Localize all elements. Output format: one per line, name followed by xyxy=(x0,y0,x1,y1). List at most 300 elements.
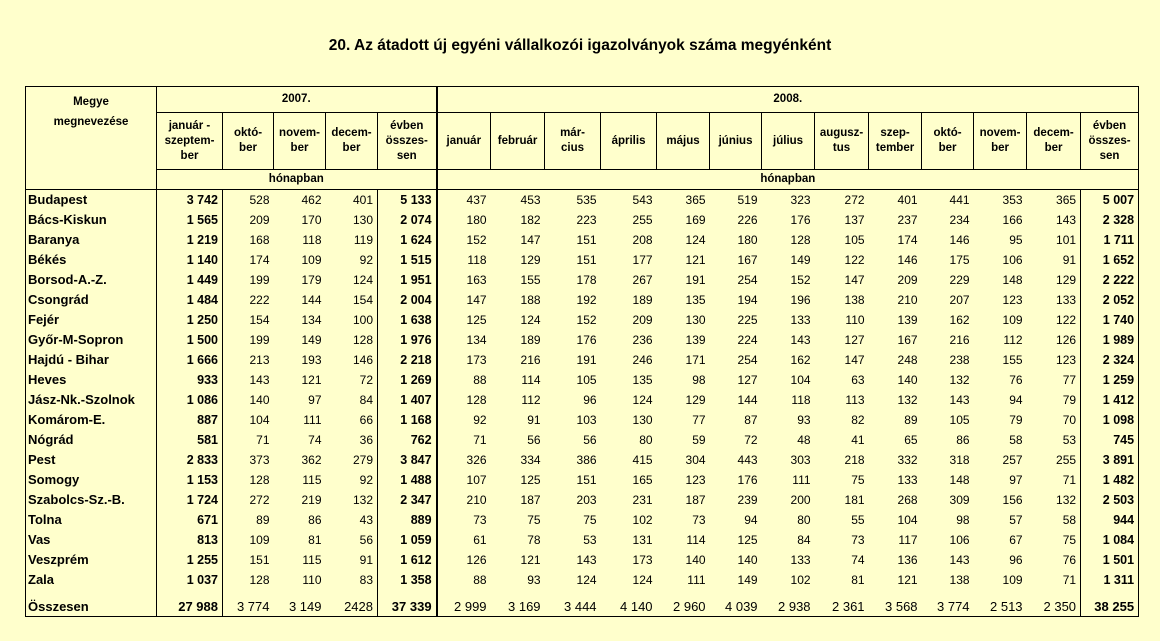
cell-value: 332 xyxy=(897,453,918,467)
cell-value: 1 652 xyxy=(1081,250,1139,270)
cell-value: 87 xyxy=(744,413,758,427)
cell-value: 148 xyxy=(949,473,970,487)
total-label: Összesen xyxy=(26,590,157,617)
cell-value: 143 xyxy=(576,553,597,567)
cell-value: 1 989 xyxy=(1081,330,1139,350)
cell-value: 151 xyxy=(576,233,597,247)
cell-value: 180 xyxy=(437,210,491,230)
cell-value: 1 037 xyxy=(157,570,223,590)
table-row xyxy=(26,250,1139,270)
cell-value: 83 xyxy=(326,570,378,590)
month-header-line: június xyxy=(718,134,753,147)
cell-value: 126 xyxy=(1027,330,1081,350)
cell-value: 80 xyxy=(639,433,653,447)
cell-value: 76 xyxy=(1027,550,1081,570)
cell-value: 401 xyxy=(326,190,378,211)
cell-value: 2 328 xyxy=(1081,210,1139,230)
cell-value: 2 503 xyxy=(1081,490,1139,510)
cell-value: 238 xyxy=(949,353,970,367)
cell-value: 225 xyxy=(737,313,758,327)
cell-value: 174 xyxy=(897,233,918,247)
cell-value: 91 xyxy=(527,413,541,427)
cell-value: 2 222 xyxy=(1081,270,1139,290)
cell-value: 162 xyxy=(949,313,970,327)
cell-value: 74 xyxy=(308,433,322,447)
cell-value: 73 xyxy=(851,533,865,547)
cell-value: 3 847 xyxy=(378,450,437,470)
cell-value: 1 500 xyxy=(157,330,223,350)
cell-value: 56 xyxy=(583,433,597,447)
month-header-2008-5 xyxy=(710,113,762,170)
cell-value: 124 xyxy=(632,573,653,587)
cell-value: 401 xyxy=(897,193,918,207)
cell-value: 61 xyxy=(437,530,491,550)
month-header-2007-4 xyxy=(378,113,437,170)
cell-value: 437 xyxy=(437,190,491,211)
cell-value: 147 xyxy=(844,353,865,367)
month-header-line: január - xyxy=(168,119,211,132)
cell-value: 2 324 xyxy=(1081,350,1139,370)
cell-value: 1 976 xyxy=(378,330,437,350)
cell-value: 92 xyxy=(437,410,491,430)
cell-value: 2 218 xyxy=(378,350,437,370)
table-row xyxy=(26,490,1139,510)
cell-value: 318 xyxy=(949,453,970,467)
month-header-line: összes- xyxy=(385,134,428,147)
cell-value: 257 xyxy=(1002,453,1023,467)
month-header-line: évben xyxy=(390,119,424,132)
cell-value: 95 xyxy=(1009,233,1023,247)
county-name: Bács-Kiskun xyxy=(26,210,157,230)
cell-value: 119 xyxy=(326,230,378,250)
cell-value: 1 515 xyxy=(378,250,437,270)
cell-value: 59 xyxy=(692,433,706,447)
cell-value: 133 xyxy=(897,473,918,487)
cell-value: 98 xyxy=(956,513,970,527)
cell-value: 124 xyxy=(632,393,653,407)
month-header-line: május xyxy=(666,134,700,147)
cell-value: 543 xyxy=(632,193,653,207)
month-header-line: ber xyxy=(290,142,309,154)
cell-value: 187 xyxy=(520,493,541,507)
cell-value: 143 xyxy=(949,393,970,407)
cell-value: 109 xyxy=(301,253,322,267)
cell-value: 149 xyxy=(301,333,322,347)
cell-value: 130 xyxy=(326,210,378,230)
cell-value: 75 xyxy=(583,513,597,527)
cell-value: 1 140 xyxy=(157,250,223,270)
cell-value: 248 xyxy=(897,353,918,367)
cell-value: 124 xyxy=(576,573,597,587)
month-header-line: ber xyxy=(938,142,957,154)
month-header-2008-8 xyxy=(869,113,922,170)
cell-value: 187 xyxy=(685,493,706,507)
month-header-2008-3 xyxy=(601,113,657,170)
month-header-2008-2 xyxy=(545,113,601,170)
cell-value: 3 568 xyxy=(869,590,922,617)
cell-value: 762 xyxy=(378,430,437,450)
cell-value: 191 xyxy=(685,273,706,287)
cell-value: 125 xyxy=(520,473,541,487)
cell-value: 2 833 xyxy=(157,450,223,470)
cell-value: 75 xyxy=(851,473,865,487)
cell-value: 102 xyxy=(632,513,653,527)
cell-value: 56 xyxy=(527,433,541,447)
month-header-2007-1 xyxy=(223,113,274,170)
month-header-line: novem- xyxy=(979,127,1021,139)
cell-value: 207 xyxy=(949,293,970,307)
cell-value: 2428 xyxy=(326,590,378,617)
cell-value: 239 xyxy=(737,493,758,507)
month-header-2008-0 xyxy=(437,113,491,170)
cell-value: 268 xyxy=(897,493,918,507)
cell-value: 149 xyxy=(737,573,758,587)
table-row xyxy=(26,470,1139,490)
cell-value: 365 xyxy=(1027,190,1081,211)
table-row xyxy=(26,510,1139,530)
cell-value: 386 xyxy=(576,453,597,467)
cell-value: 149 xyxy=(790,253,811,267)
cell-value: 115 xyxy=(302,473,322,487)
cell-value: 2 004 xyxy=(378,290,437,310)
table-row xyxy=(26,210,1139,230)
cell-value: 107 xyxy=(437,470,491,490)
month-header-line: augusz- xyxy=(819,127,864,139)
total-row xyxy=(26,590,1139,617)
cell-value: 103 xyxy=(576,413,597,427)
county-name: Győr-M-Sopron xyxy=(26,330,157,350)
cell-value: 1 666 xyxy=(157,350,223,370)
cell-value: 117 xyxy=(898,533,918,547)
cell-value: 140 xyxy=(737,553,758,567)
cell-value: 196 xyxy=(790,293,811,307)
cell-value: 2 350 xyxy=(1027,590,1081,617)
cell-value: 1 250 xyxy=(157,310,223,330)
cell-value: 163 xyxy=(437,270,491,290)
table-row xyxy=(26,370,1139,390)
cell-value: 671 xyxy=(157,510,223,530)
cell-value: 272 xyxy=(844,193,865,207)
cell-value: 1 449 xyxy=(157,270,223,290)
cell-value: 1 098 xyxy=(1081,410,1139,430)
cell-value: 92 xyxy=(326,250,378,270)
cell-value: 226 xyxy=(737,213,758,227)
cell-value: 309 xyxy=(949,493,970,507)
cell-value: 37 339 xyxy=(378,590,437,617)
cell-value: 105 xyxy=(576,373,597,387)
cell-value: 81 xyxy=(308,533,322,547)
cell-value: 181 xyxy=(844,493,865,507)
cell-value: 1 724 xyxy=(157,490,223,510)
cell-value: 176 xyxy=(790,213,811,227)
cell-value: 5 007 xyxy=(1081,190,1139,211)
cell-value: 218 xyxy=(844,453,865,467)
cell-value: 77 xyxy=(692,413,706,427)
cell-value: 78 xyxy=(527,533,541,547)
cell-value: 109 xyxy=(1002,573,1023,587)
cell-value: 104 xyxy=(249,413,270,427)
cell-value: 71 xyxy=(256,433,270,447)
cell-value: 128 xyxy=(249,473,270,487)
cell-value: 151 xyxy=(576,253,597,267)
cell-value: 182 xyxy=(520,213,541,227)
month-header-line: sen xyxy=(1099,149,1120,162)
table-row xyxy=(26,230,1139,250)
cell-value: 121 xyxy=(301,373,322,387)
cell-value: 167 xyxy=(897,333,918,347)
cell-value: 156 xyxy=(1002,493,1023,507)
cell-value: 144 xyxy=(737,393,758,407)
cell-value: 125 xyxy=(737,533,758,547)
cell-value: 112 xyxy=(521,393,541,407)
cell-value: 1 084 xyxy=(1081,530,1139,550)
cell-value: 124 xyxy=(326,270,378,290)
cell-value: 210 xyxy=(437,490,491,510)
cell-value: 127 xyxy=(737,373,758,387)
month-header-2008-9 xyxy=(922,113,974,170)
cell-value: 199 xyxy=(249,273,270,287)
cell-value: 123 xyxy=(1002,293,1023,307)
cell-value: 139 xyxy=(897,313,918,327)
cell-value: 136 xyxy=(897,553,918,567)
county-name: Borsod-A.-Z. xyxy=(26,270,157,290)
cell-value: 132 xyxy=(326,490,378,510)
month-header-line: ber xyxy=(239,142,257,154)
cell-value: 140 xyxy=(249,393,270,407)
cell-value: 246 xyxy=(632,353,653,367)
cell-value: 76 xyxy=(1009,373,1023,387)
cell-value: 112 xyxy=(1003,333,1023,347)
unit-2007: hónapban xyxy=(157,170,437,190)
cell-value: 1 488 xyxy=(378,470,437,490)
cell-value: 118 xyxy=(437,250,491,270)
cell-value: 229 xyxy=(949,273,970,287)
county-name: Somogy xyxy=(26,470,157,490)
cell-value: 122 xyxy=(844,253,865,267)
cell-value: 123 xyxy=(1027,350,1081,370)
cell-value: 155 xyxy=(520,273,541,287)
cell-value: 143 xyxy=(949,553,970,567)
cell-value: 177 xyxy=(632,253,653,267)
cell-value: 89 xyxy=(256,513,270,527)
cell-value: 147 xyxy=(437,290,491,310)
cell-value: 175 xyxy=(949,253,970,267)
cell-value: 453 xyxy=(520,193,541,207)
table-row xyxy=(26,310,1139,330)
cell-value: 194 xyxy=(737,293,758,307)
cell-value: 124 xyxy=(685,233,706,247)
cell-value: 128 xyxy=(437,390,491,410)
cell-value: 134 xyxy=(301,313,322,327)
cell-value: 152 xyxy=(576,313,597,327)
cell-value: 2 513 xyxy=(974,590,1027,617)
cell-value: 121 xyxy=(685,253,706,267)
cell-value: 67 xyxy=(1009,533,1023,547)
month-header-2007-3 xyxy=(326,113,378,170)
cell-value: 178 xyxy=(576,273,597,287)
month-header-line: szep- xyxy=(880,127,910,139)
cell-value: 166 xyxy=(1002,213,1023,227)
cell-value: 1 168 xyxy=(378,410,437,430)
cell-value: 2 999 xyxy=(437,590,491,617)
cell-value: 128 xyxy=(249,573,270,587)
cell-value: 66 xyxy=(326,410,378,430)
cell-value: 3 169 xyxy=(491,590,545,617)
cell-value: 53 xyxy=(1027,430,1081,450)
county-name: Vas xyxy=(26,530,157,550)
cell-value: 125 xyxy=(437,310,491,330)
cell-value: 213 xyxy=(249,353,270,367)
cell-value: 121 xyxy=(520,553,541,567)
cell-value: 137 xyxy=(844,213,865,227)
month-header-line: január xyxy=(446,134,482,147)
cell-value: 441 xyxy=(949,193,970,207)
cell-value: 73 xyxy=(437,510,491,530)
cell-value: 94 xyxy=(1009,393,1023,407)
month-header-2008-1 xyxy=(491,113,545,170)
cell-value: 1 951 xyxy=(378,270,437,290)
cell-value: 97 xyxy=(308,393,322,407)
cell-value: 200 xyxy=(790,493,811,507)
table-row xyxy=(26,350,1139,370)
cell-value: 889 xyxy=(378,510,437,530)
cell-value: 1 059 xyxy=(378,530,437,550)
month-header-2008-10 xyxy=(974,113,1027,170)
table-row xyxy=(26,570,1139,590)
cell-value: 75 xyxy=(527,513,541,527)
cell-value: 255 xyxy=(632,213,653,227)
cell-value: 129 xyxy=(520,253,541,267)
cell-value: 132 xyxy=(1027,490,1081,510)
cell-value: 2 361 xyxy=(815,590,869,617)
cell-value: 1 153 xyxy=(157,470,223,490)
cell-value: 111 xyxy=(687,573,706,587)
unit-2008: hónapban xyxy=(437,170,1139,190)
year-2007-header: 2007. xyxy=(157,87,437,113)
cell-value: 581 xyxy=(157,430,223,450)
cell-value: 88 xyxy=(437,370,491,390)
cell-value: 415 xyxy=(632,453,653,467)
cell-value: 106 xyxy=(949,533,970,547)
month-header-line: sen xyxy=(396,149,417,162)
cell-value: 139 xyxy=(685,333,706,347)
cell-value: 100 xyxy=(326,310,378,330)
cell-value: 114 xyxy=(521,373,541,387)
cell-value: 3 742 xyxy=(157,190,223,211)
county-name: Budapest xyxy=(26,190,157,211)
cell-value: 140 xyxy=(685,553,706,567)
cell-value: 146 xyxy=(326,350,378,370)
month-header-line: szeptem- xyxy=(164,134,215,147)
cell-value: 2 347 xyxy=(378,490,437,510)
county-name: Jász-Nk.-Szolnok xyxy=(26,390,157,410)
cell-value: 138 xyxy=(949,573,970,587)
table-row xyxy=(26,430,1139,450)
county-name: Békés xyxy=(26,250,157,270)
table-row xyxy=(26,330,1139,350)
county-name: Fejér xyxy=(26,310,157,330)
month-header-line: ber xyxy=(180,149,199,162)
cell-value: 84 xyxy=(797,533,811,547)
month-header-line: decem- xyxy=(1033,127,1074,139)
cell-value: 224 xyxy=(737,333,758,347)
cell-value: 133 xyxy=(790,553,811,567)
cell-value: 128 xyxy=(790,233,811,247)
cell-value: 813 xyxy=(157,530,223,550)
cell-value: 82 xyxy=(851,413,865,427)
cell-value: 1 711 xyxy=(1081,230,1139,250)
county-name: Tolna xyxy=(26,510,157,530)
cell-value: 189 xyxy=(632,293,653,307)
cell-value: 231 xyxy=(632,493,653,507)
cell-value: 58 xyxy=(1027,510,1081,530)
cell-value: 208 xyxy=(632,233,653,247)
cell-value: 115 xyxy=(302,553,322,567)
cell-value: 1 255 xyxy=(157,550,223,570)
cell-value: 147 xyxy=(520,233,541,247)
cell-value: 80 xyxy=(797,513,811,527)
cell-value: 1 638 xyxy=(378,310,437,330)
cell-value: 192 xyxy=(576,293,597,307)
cell-value: 304 xyxy=(685,453,706,467)
cell-value: 106 xyxy=(1002,253,1023,267)
cell-value: 130 xyxy=(632,413,653,427)
cell-value: 93 xyxy=(797,413,811,427)
cell-value: 1 219 xyxy=(157,230,223,250)
cell-value: 1 269 xyxy=(378,370,437,390)
cell-value: 55 xyxy=(851,513,865,527)
cell-value: 362 xyxy=(301,453,322,467)
cell-value: 105 xyxy=(844,233,865,247)
cell-value: 3 774 xyxy=(223,590,274,617)
cell-value: 133 xyxy=(790,313,811,327)
cell-value: 210 xyxy=(897,293,918,307)
month-header-line: tus xyxy=(832,142,851,154)
cell-value: 944 xyxy=(1081,510,1139,530)
table-row xyxy=(26,270,1139,290)
cell-value: 98 xyxy=(692,373,706,387)
cell-value: 63 xyxy=(851,373,865,387)
month-header-line: február xyxy=(497,134,538,147)
month-header-2008-12 xyxy=(1081,113,1139,170)
month-header-line: októ- xyxy=(233,127,263,139)
cell-value: 96 xyxy=(1009,553,1023,567)
cell-value: 104 xyxy=(897,513,918,527)
data-table xyxy=(25,86,1139,617)
cell-value: 3 891 xyxy=(1081,450,1139,470)
cell-value: 216 xyxy=(520,353,541,367)
cell-value: 2 960 xyxy=(657,590,710,617)
month-header-2008-4 xyxy=(657,113,710,170)
cell-value: 193 xyxy=(301,353,322,367)
cell-value: 933 xyxy=(157,370,223,390)
cell-value: 222 xyxy=(249,293,270,307)
cell-value: 41 xyxy=(851,433,865,447)
cell-value: 143 xyxy=(1027,210,1081,230)
cell-value: 152 xyxy=(437,230,491,250)
county-name: Csongrád xyxy=(26,290,157,310)
cell-value: 4 039 xyxy=(710,590,762,617)
cell-value: 173 xyxy=(632,553,653,567)
megye-header-line1: Megye xyxy=(73,96,109,108)
cell-value: 75 xyxy=(1027,530,1081,550)
cell-value: 146 xyxy=(949,233,970,247)
table-row xyxy=(26,530,1139,550)
cell-value: 176 xyxy=(576,333,597,347)
cell-value: 27 988 xyxy=(157,590,223,617)
cell-value: 104 xyxy=(790,373,811,387)
cell-value: 1 565 xyxy=(157,210,223,230)
